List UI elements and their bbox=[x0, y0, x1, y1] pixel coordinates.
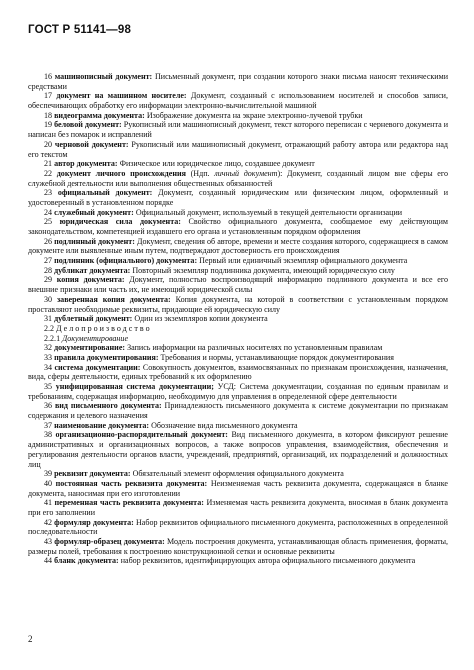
term-definition: Запись информации на различных носителях по установленным правилам bbox=[127, 343, 383, 353]
term-number: 18 bbox=[44, 110, 53, 120]
term-number: 36 bbox=[44, 401, 53, 411]
term-entry bbox=[28, 256, 448, 266]
term-title: формуляр-образец документа: bbox=[54, 537, 165, 546]
term-number: 30 bbox=[44, 294, 53, 304]
term-title: система документации: bbox=[54, 362, 141, 372]
term-entry bbox=[28, 498, 448, 517]
term-entry bbox=[28, 421, 448, 431]
term-number: 2.2.1 bbox=[44, 333, 61, 343]
term-entry bbox=[28, 72, 448, 91]
term-title: подлинник (официального) документа: bbox=[54, 256, 198, 266]
term-definition: Свойство официального документа, сообщаемое ему действующим законодательством, компетенцией издавшего его органа и установленным порядком оформления bbox=[28, 217, 448, 236]
term-definition: Документ, полностью воспроизводящий информацию подлинного документа и все его внешние признаки или часть их, не имеющий юридической силы bbox=[28, 275, 448, 295]
term-entry bbox=[28, 343, 448, 353]
page-number: 2 bbox=[28, 634, 33, 644]
term-title: служебный документ: bbox=[54, 207, 134, 217]
term-title: документирование: bbox=[54, 343, 126, 353]
term-entry bbox=[28, 120, 448, 139]
term-title: переменная часть реквизита документа: bbox=[54, 498, 204, 508]
term-title: унифицированная система документации; bbox=[55, 382, 214, 391]
term-entry bbox=[28, 469, 448, 479]
term-entry bbox=[28, 479, 448, 498]
term-definition: ): Документ, созданный лицом вне сферы его служебной деятельности или выполнения общественных обязанностей bbox=[28, 168, 448, 188]
term-title: организационно-распорядительный документ: bbox=[55, 430, 228, 440]
term-number: 2.2 bbox=[44, 323, 55, 333]
term-title: наименование документа: bbox=[54, 420, 150, 430]
term-title: реквизит документа: bbox=[54, 469, 131, 479]
term-entry bbox=[28, 111, 448, 121]
term-entry bbox=[28, 401, 448, 420]
term-entry bbox=[28, 363, 448, 382]
term-title: вид письменного документа: bbox=[54, 401, 162, 411]
term-entry bbox=[28, 159, 448, 169]
term-definition: Документ, созданный юридическим или физическим лицом, оформленный и удостоверенный в установленном порядке bbox=[28, 188, 449, 207]
term-definition: УСД: Система документации, созданная по единым правилам и требованиям, содержащая информацию, необходимую для управления в определенной сфере деятельности bbox=[28, 382, 449, 401]
term-number: 17 bbox=[44, 91, 53, 101]
term-definition: Модель построения документа, устанавливающая область применения, форматы, размеры полей, требования к построению конструкционной сетки и основные реквизиты bbox=[28, 537, 449, 556]
term-definition: Совокупность документов, взаимосвязанных по признакам происхождения, назначения, вида, сферы деятельности, единых требований к их оформлению bbox=[28, 362, 448, 382]
term-title: формуляр документа: bbox=[54, 517, 134, 527]
term-definition: Обязательный элемент оформления официального документа bbox=[132, 469, 344, 479]
term-entry bbox=[28, 382, 448, 401]
term-note: (Ндп. bbox=[190, 168, 210, 178]
term-number: 25 bbox=[44, 217, 53, 227]
term-definition: Набор реквизитов официального письменного документа, расположенных в определенной последовательности bbox=[28, 517, 448, 537]
subsection-heading: Документирование bbox=[62, 333, 129, 343]
term-number: 29 bbox=[44, 275, 53, 285]
term-title: заверенная копия документа: bbox=[56, 294, 171, 304]
term-title: копия документа: bbox=[56, 275, 125, 285]
term-definition: Письменный документ, при создании которого знаки письма наносят техническими средствами bbox=[28, 72, 449, 91]
term-definition: Рукописный или машинописный документ, отражающий работу автора или редактора над его текстом bbox=[28, 139, 449, 159]
term-entry bbox=[28, 169, 448, 188]
term-number: 27 bbox=[44, 256, 53, 266]
term-deprecated: личный документ bbox=[214, 168, 278, 178]
term-entry bbox=[28, 314, 448, 324]
term-number: 19 bbox=[44, 120, 53, 130]
term-definition: Документ, сведения об авторе, времени и месте создания которого, содержащиеся в самом документе или выявленные иным путем, подтверждают достоверность его происхождения bbox=[28, 236, 448, 256]
term-number: 32 bbox=[44, 343, 53, 353]
term-entry bbox=[28, 334, 448, 344]
term-entry bbox=[28, 324, 448, 334]
term-number: 39 bbox=[44, 469, 53, 479]
term-title: документ на машинном носителе: bbox=[56, 91, 187, 101]
term-entry bbox=[28, 140, 448, 159]
term-number: 28 bbox=[44, 265, 53, 275]
term-entry bbox=[28, 556, 448, 566]
term-entry bbox=[28, 430, 448, 469]
term-entry bbox=[28, 537, 448, 556]
term-entry bbox=[28, 188, 448, 207]
term-definition: Обозначение вида письменного документа bbox=[151, 420, 298, 430]
term-title: постоянная часть реквизита документа: bbox=[55, 478, 208, 488]
term-entry bbox=[28, 275, 448, 294]
term-number: 38 bbox=[44, 430, 53, 440]
term-title: дублетный документ: bbox=[54, 314, 133, 324]
term-title: беловой документ: bbox=[54, 120, 122, 130]
term-entry bbox=[28, 208, 448, 218]
term-entry bbox=[28, 237, 448, 256]
term-definition: Официальный документ, используемый в текущей деятельности организации bbox=[135, 207, 403, 217]
term-number: 41 bbox=[44, 498, 53, 508]
term-definition: Требования и нормы, устанавливающие порядок документирования bbox=[160, 352, 394, 362]
document-body bbox=[28, 72, 448, 566]
term-number: 35 bbox=[44, 382, 53, 391]
term-definition: Первый или единичный экземпляр официального документа bbox=[199, 256, 408, 266]
term-definition: Вид письменного документа, в котором фиксируют решение административных и организационных вопросов, а также вопросов управления, взаимодействия, обеспечения и регулирования деятельности органов власти, учреждений, предприятий, организаций, их подразделений и должностных лиц bbox=[28, 430, 449, 469]
term-title: документ личного происхождения bbox=[56, 168, 186, 178]
term-number: 22 bbox=[44, 168, 53, 178]
term-title: бланк документа: bbox=[54, 556, 119, 566]
term-title: машинописный документ: bbox=[54, 72, 153, 81]
section-heading: Делопроизводство bbox=[56, 323, 152, 333]
term-definition: Неизменяемая часть реквизита документа, содержащаяся в бланке документа, наносимая при его изготовлении bbox=[28, 478, 449, 498]
term-number: 20 bbox=[44, 139, 53, 149]
term-number: 21 bbox=[44, 159, 53, 169]
term-number: 16 bbox=[44, 72, 53, 81]
term-number: 23 bbox=[44, 188, 53, 198]
term-definition: Рукописный или машинописный документ, текст которого переписан с черневого документа и написан без помарок и исправлений bbox=[28, 120, 448, 140]
term-definition: Изображение документа на экране электронно-лучевой трубки bbox=[146, 110, 363, 120]
term-number: 42 bbox=[44, 517, 53, 527]
term-entry bbox=[28, 217, 448, 236]
term-title: официальный документ: bbox=[57, 188, 153, 198]
term-title: дубликат документа: bbox=[54, 265, 131, 275]
term-title: подлинный документ: bbox=[54, 236, 135, 246]
term-definition: Копия документа, на которой в соответствии с установленным порядком проставляют необходимые реквизиты, придающие ей юридическую силу bbox=[28, 294, 449, 314]
term-title: видеограмма документа: bbox=[54, 110, 145, 120]
term-number: 37 bbox=[44, 420, 53, 430]
term-entry bbox=[28, 518, 448, 537]
term-entry bbox=[28, 353, 448, 363]
term-number: 24 bbox=[44, 207, 53, 217]
term-number: 43 bbox=[44, 537, 53, 546]
document-header: ГОСТ Р 51141—98 bbox=[28, 24, 132, 36]
term-number: 34 bbox=[44, 362, 53, 372]
term-title: черновой документ: bbox=[54, 139, 129, 149]
term-definition: Изменяемая часть реквизита документа, вносимая в бланк документа при его заполнении bbox=[28, 498, 449, 517]
term-definition: Документ, созданный с использованием носителей и способов записи, обеспечивающих обработку его информации электронно-вычислительной машиной bbox=[28, 91, 448, 111]
term-title: правила документирования: bbox=[54, 352, 159, 362]
term-definition: Принадлежность письменного документа к системе документации по признакам содержания и целевого назначения bbox=[28, 401, 449, 421]
term-number: 44 bbox=[44, 556, 53, 566]
term-definition: набор реквизитов, идентифицирующих автора официального письменного документа bbox=[120, 556, 416, 566]
term-definition: Один из экземпляров копии документа bbox=[134, 314, 268, 324]
term-entry bbox=[28, 295, 448, 314]
term-entry bbox=[28, 266, 448, 276]
term-entry bbox=[28, 91, 448, 110]
term-number: 40 bbox=[44, 478, 53, 488]
term-definition: Повторный экземпляр подлинника документа, имеющий юридическую силу bbox=[132, 265, 395, 275]
term-title: юридическая сила документа: bbox=[59, 217, 181, 227]
term-number: 33 bbox=[44, 352, 53, 362]
term-definition: Физическое или юридическое лицо, создавшее документ bbox=[119, 159, 315, 169]
term-title: автор документа: bbox=[54, 159, 118, 169]
term-number: 31 bbox=[44, 314, 53, 324]
term-number: 26 bbox=[44, 236, 53, 246]
